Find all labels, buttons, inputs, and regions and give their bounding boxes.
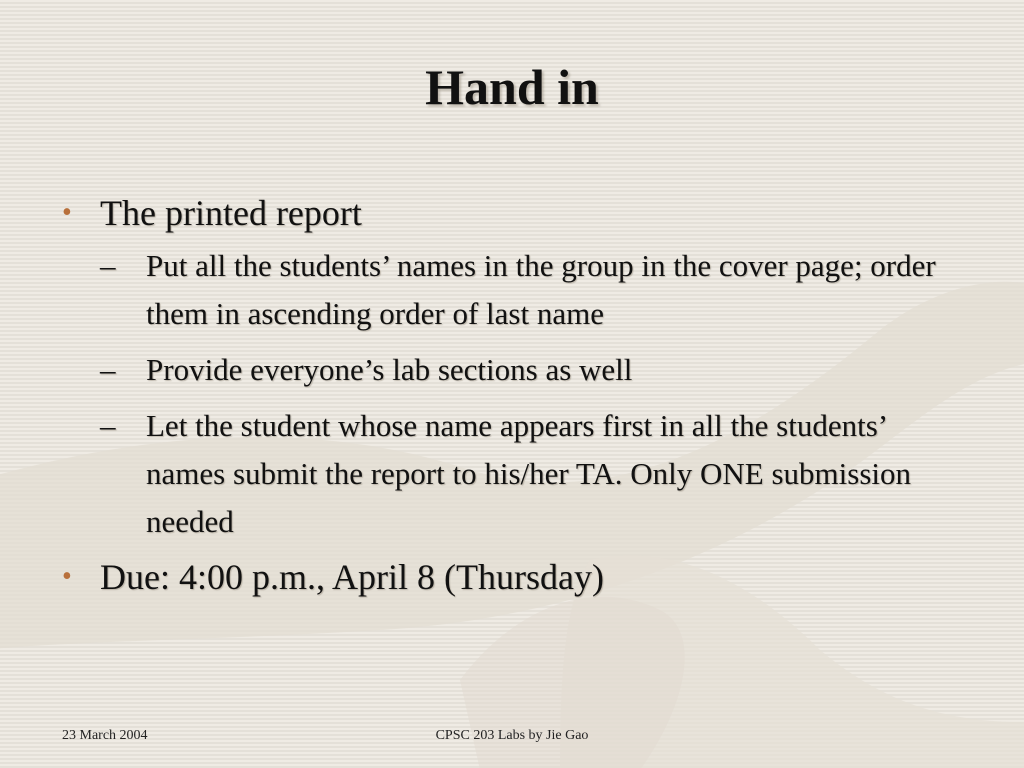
- footer-date: 23 March 2004: [62, 728, 148, 743]
- bullet-item-printed-report: [62, 190, 962, 546]
- sub-bullet-text: Provide everyone’s lab sections as well: [146, 352, 633, 387]
- bullet-item-due-date: [62, 554, 962, 600]
- bullet-icon: •: [62, 561, 72, 592]
- sub-bullet-item-lab-sections: [100, 346, 962, 394]
- bullet-text: Due: 4:00 p.m., April 8 (Thursday): [100, 557, 604, 597]
- sub-bullet-text: Let the student whose name appears first in all the students’ names submit the report to his/her TA. Only ONE submission needed: [146, 408, 911, 539]
- sub-bullet-item-cover-page: [100, 242, 962, 338]
- sub-bullet-list: [100, 242, 962, 546]
- bullet-icon: •: [62, 197, 72, 228]
- bullet-text: The printed report: [100, 193, 362, 233]
- slide-title: Hand in: [425, 59, 599, 115]
- sub-bullet-text: Put all the students’ names in the group in the cover page; order them in ascending order of last name: [146, 248, 936, 331]
- dash-icon: –: [100, 248, 116, 283]
- footer-course-credit: CPSC 203 Labs by Jie Gao: [435, 728, 589, 743]
- sub-bullet-item-submission: [100, 402, 962, 546]
- bullet-list: [62, 190, 962, 600]
- dash-icon: –: [100, 408, 116, 443]
- dash-icon: –: [100, 352, 116, 387]
